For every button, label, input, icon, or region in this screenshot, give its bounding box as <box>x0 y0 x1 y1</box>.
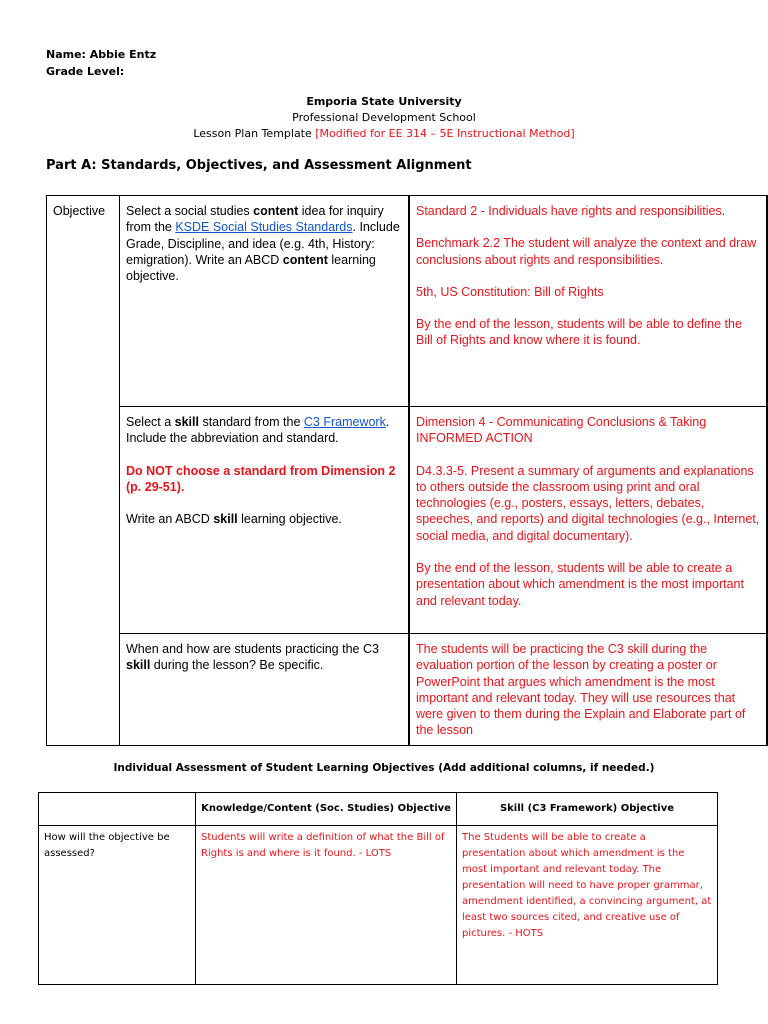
skill-assessment: The Students will be able to create a presentation about which amendment is the most important and relevant today. The presentation will need to have proper grammar, amendment identified, a convincing argument, at least two sources cited, and creative use of pictures. - HOTS <box>457 826 718 985</box>
part-a-heading: Part A: Standards, Objectives, and Assessment Alignment <box>46 158 472 173</box>
header-skill: Skill (C3 Framework) Objective <box>457 793 718 826</box>
university-name: Emporia State University <box>306 95 462 108</box>
grade-level-line: Grade Level: <box>46 65 125 78</box>
student-header <box>46 46 156 80</box>
objective-label: Objective <box>47 196 120 746</box>
knowledge-assessment: Students will write a definition of what the Bill of Rights is and where is it found. - LOTS <box>196 826 457 985</box>
objectives-table <box>46 195 768 746</box>
name-line: Name: Abbie Entz <box>46 48 157 61</box>
table-row <box>39 826 718 985</box>
header-blank <box>39 793 196 826</box>
table-row <box>47 407 768 634</box>
content-prompt: Select a social studies content idea for inquiry from the KSDE Social Studies Standards. Include Grade, Discipline, and idea (e.g. 4th, History: emigration). Write an ABCD content learning objective. <box>120 196 410 407</box>
skill-prompt: Select a skill standard from the C3 Framework. Include the abbreviation and standard. Do NOT choose a standard from Dimension 2 (p. 29-51). Write an ABCD skill learning objective. <box>120 407 410 634</box>
template-note: [Modified for EE 314 – 5E Instructional Method] <box>315 127 575 140</box>
practice-prompt: When and how are students practicing the C3 skill during the lesson? Be specific. <box>120 634 410 746</box>
assessment-heading: Individual Assessment of Student Learning Objectives (Add additional columns, if needed.) <box>113 762 655 774</box>
ksde-standards-link[interactable]: KSDE Social Studies Standards <box>175 220 353 235</box>
template-prefix: Lesson Plan Template <box>193 127 316 140</box>
row-label: How will the objective be assessed? <box>39 826 196 985</box>
c3-framework-link[interactable]: C3 Framework <box>303 415 386 429</box>
skill-answer: Dimension 4 - Communicating Conclusions & Taking INFORMED ACTION D4.3.3-5. Present a summary of arguments and explanations to others outside the classroom using print and oral technologies (e.g., posters, essays, letters, debates, speeches, and reports) and digital technologies (e.g., Internet, social media, and digital documentary). By the end of the lesson, students will be able to create a presentation about which amendment is the most important and relevant today. <box>409 407 767 634</box>
assessment-table <box>38 792 718 985</box>
template-title <box>0 126 768 142</box>
table-row <box>47 196 768 407</box>
table-header-row <box>39 793 718 826</box>
title-block <box>0 94 768 142</box>
practice-answer: The students will be practicing the C3 skill during the evaluation portion of the lesson by creating a poster or PowerPoint that argues which amendment is the most important and relevant today. They will use resources that were given to them during the Explain and Elaborate part of the lesson <box>409 634 767 746</box>
table-row <box>47 634 768 746</box>
content-answer: Standard 2 - Individuals have rights and responsibilities. Benchmark 2.2 The student will analyze the context and draw conclusions about rights and responsibilities. 5th, US Constitution: Bill of Rights By the end of the lesson, students will be able to define the Bill of Rights and know where it is found. <box>409 196 767 407</box>
school-name: Professional Development School <box>292 111 476 124</box>
header-knowledge: Knowledge/Content (Soc. Studies) Objective <box>196 793 457 826</box>
dimension-warning: Do NOT choose a standard from Dimension 2 (p. 29-51). <box>126 463 396 494</box>
